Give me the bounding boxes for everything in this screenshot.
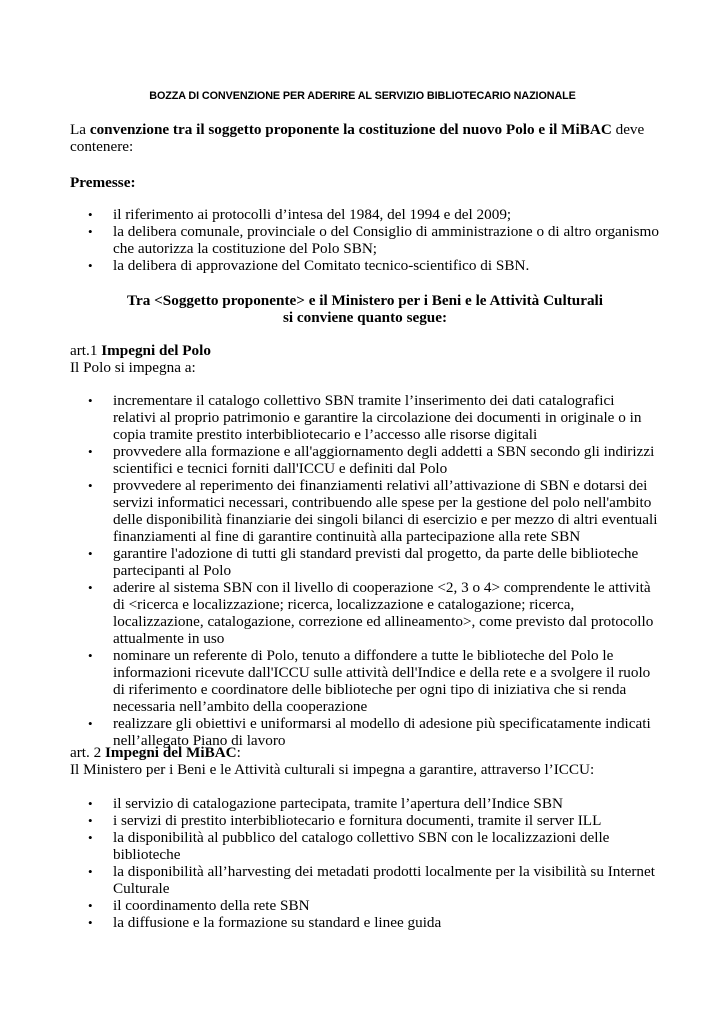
list-item: • garantire l'adozione di tutti gli standard previsti dal progetto, da parte delle biblioteche partecipanti al Polo (70, 545, 660, 579)
document-title: BOZZA DI CONVENZIONE PER ADERIRE AL SERVIZIO BIBLIOTECARIO NAZIONALE (149, 90, 576, 102)
list-item: • realizzare gli obiettivi e uniformarsi al modello di adesione più specificatamente indicati nell’allegato Piano di lavoro (70, 715, 660, 749)
art1-title: Impegni del Polo (101, 342, 211, 359)
premesse-list (70, 206, 660, 274)
list-item: • il coordinamento della rete SBN (70, 897, 660, 914)
art2-title: Impegni del MiBAC (105, 744, 237, 761)
list-item: • aderire al sistema SBN con il livello di cooperazione <2, 3 o 4> comprendente le attività di <ricerca e localizzazione; ricerca, localizzazione e catalogazione; ricerca, localizzazione, catalogazione, correzione ed allineamento>, come previsto dal protocollo attualmente in uso (70, 579, 660, 647)
list-item: • la disponibilità al pubblico del catalogo collettivo SBN con le localizzazioni delle biblioteche (70, 829, 660, 863)
art1-list (70, 392, 660, 749)
intro-post: deve contenere: (70, 121, 645, 155)
list-item: • il riferimento ai protocolli d’intesa del 1984, del 1994 e del 2009; (70, 206, 660, 223)
art2-heading (70, 744, 660, 761)
art2-number: art. 2 (70, 744, 106, 761)
intro-pre: La (70, 121, 90, 138)
art2-colon: : (236, 744, 241, 761)
art1-number: art.1 (70, 342, 102, 359)
art1-heading (70, 342, 660, 359)
list-item: • la delibera comunale, provinciale o del Consiglio di amministrazione o di altro organismo che autorizza la costituzione del Polo SBN; (70, 223, 660, 257)
tra-line-2: si conviene quanto segue: (282, 309, 448, 326)
list-item: • nominare un referente di Polo, tenuto a diffondere a tutte le biblioteche del Polo le informazioni ricevute dall'ICCU sulle attività dell'Indice e della rete e a svolgere il ruolo di riferimento e coordinatore delle biblioteche per ogni tipo di iniziativa che si renda necessaria nell’ambito della cooperazione (70, 647, 660, 715)
tra-line-1: Tra <Soggetto proponente> e il Ministero per i Beni e le Attività Culturali (127, 292, 603, 309)
art1-intro: Il Polo si impegna a: (70, 359, 196, 376)
list-item: • il servizio di catalogazione partecipata, tramite l’apertura dell’Indice SBN (70, 795, 660, 812)
list-item: • la diffusione e la formazione su standard e linee guida (70, 914, 660, 931)
list-item: • incrementare il catalogo collettivo SBN tramite l’inserimento dei dati catalografici relativi al proprio patrimonio e garantire la circolazione dei documenti in originale o in copia tramite prestito interbibliotecario e l’accesso alle risorse digitali (70, 392, 660, 443)
intro-paragraph (70, 121, 660, 155)
intro-bold: convenzione tra il soggetto proponente la costituzione del nuovo Polo e il MiBAC (89, 121, 612, 138)
tra-heading (70, 292, 660, 326)
list-item: • la disponibilità all’harvesting dei metadati prodotti localmente per la visibilità su Internet Culturale (70, 863, 660, 897)
list-item: • la delibera di approvazione del Comitato tecnico-scientifico di SBN. (70, 257, 660, 274)
list-item: • provvedere al reperimento dei finanziamenti relativi all’attivazione di SBN e dotarsi dei servizi informatici necessari, contribuendo alle spese per la gestione del polo nell'ambito delle disponibilità finanziarie dei singoli bilanci di esercizio e per mezzo di altri eventuali finanziamenti al fine di garantire continuità alla partecipazione alla rete SBN (70, 477, 660, 545)
list-item: • i servizi di prestito interbibliotecario e fornitura documenti, tramite il server ILL (70, 812, 660, 829)
list-item: • provvedere alla formazione e all'aggiornamento degli addetti a SBN secondo gli indirizzi scientifici e tecnici forniti dall'ICCU e definiti dal Polo (70, 443, 660, 477)
art2-list (70, 795, 660, 931)
art2-intro: Il Ministero per i Beni e le Attività culturali si impegna a garantire, attraverso l’ICCU: (70, 761, 595, 778)
premesse-heading: Premesse: (70, 174, 136, 191)
